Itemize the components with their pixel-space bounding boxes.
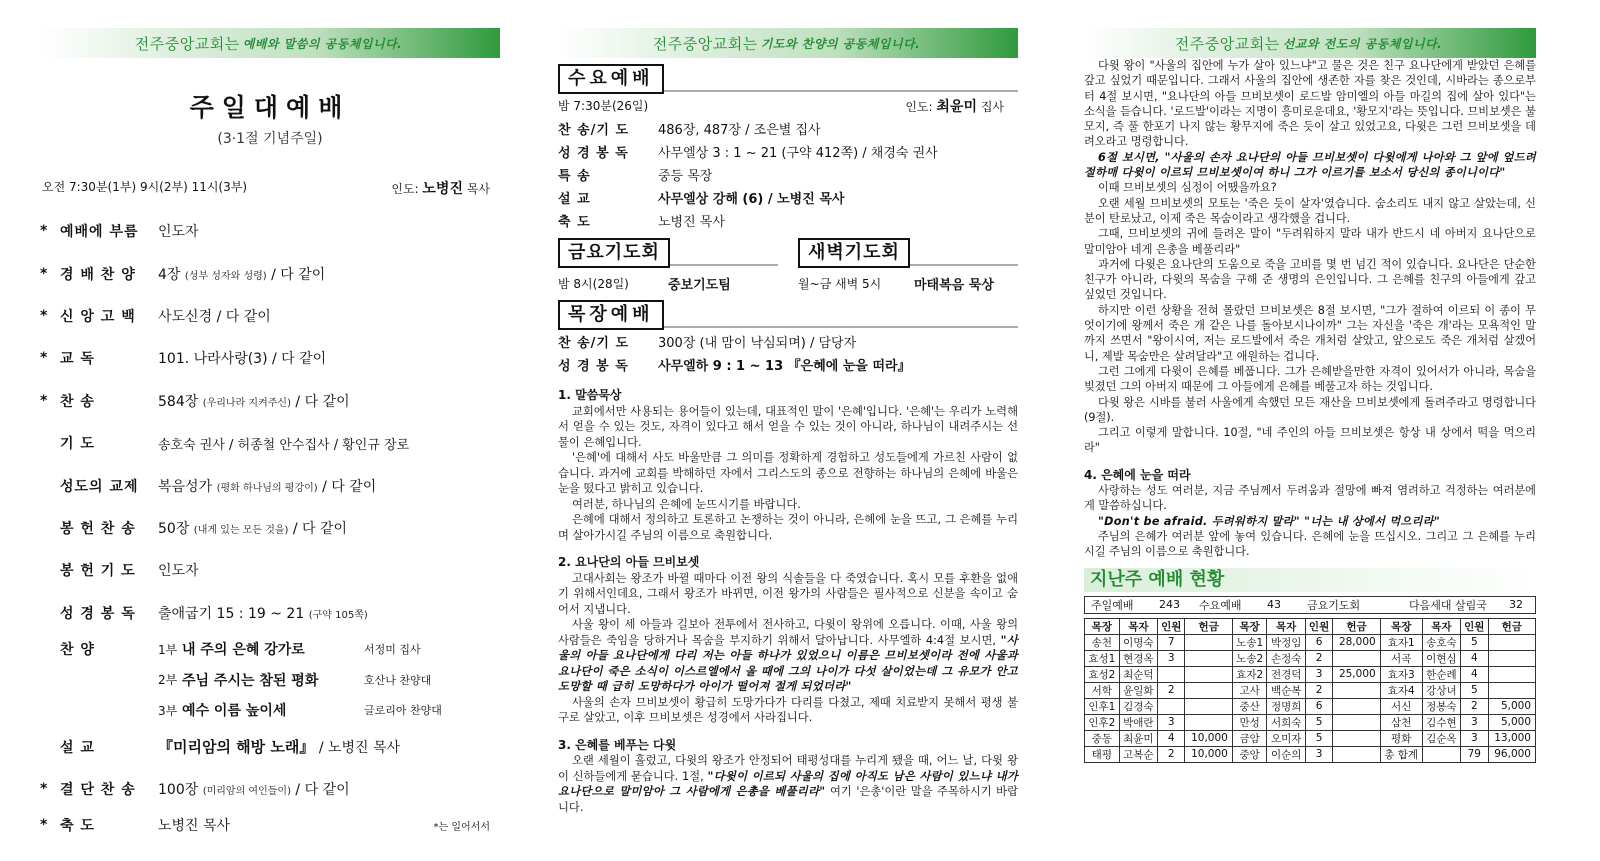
table-cell: 서신 xyxy=(1380,698,1422,714)
table-cell xyxy=(1488,666,1536,682)
praise-item: 3부 예수 이름 높이세 글로리아 찬양대 xyxy=(158,703,442,720)
wednesday-time: 밤 7:30분(26일) 인도: 최윤미 집사 xyxy=(558,98,1004,115)
order-item: * 신 앙 고 백 사도신경 / 다 같이 xyxy=(40,307,271,325)
order-item: * 교 독 101. 나라사랑(3) / 다 같이 xyxy=(40,350,327,368)
wednesday-service-header: 수요예배 xyxy=(558,64,1018,94)
friday-prayer-info: 밤 8시(28일) 중보기도팀 xyxy=(558,276,731,293)
order-item: * 경 배 찬 양 4장 (성부 성자와 성령) / 다 같이 xyxy=(40,265,326,283)
table-cell xyxy=(1185,714,1232,730)
meditation-text: 1. 말씀묵상 교회에서만 사용되는 용어들이 있는데, 대표적인 말이 '은혜'입니다. '은혜'는 우리가 노력해서 얻을 수 있는 것도, 자격이 있다고 해서 얻을 수 있는 것이 아니라, 하나님이 내려주시는 선물이 은혜입니다. '은혜'에 대해서 사도 바울만큼 그 의미를 정확하게 경험하고 성도들에게 가르친 사람이 없습니다. 과거에 교회를 박해하던 자에서 그리스도의 종으로 전향하는 하나님의 은혜에 바울은 눈을 떴다고 밝히고 있습니다. 여러분, 하나님의 은혜에 눈뜨시기를 바랍니다. 은혜에 대해서 정의하고 토론하고 논쟁하는 것이 아니라, 은혜에 눈을 뜨고, 그 은혜를 누리며 살아가시길 주님의 이름으로 축원합니다. 2. 요나단의 아들 므비보셋 고대사회는 왕조가 바뀔 때마다 이전 왕의 식솔들을 다 죽였습니다. 혹시 모를 후환을 없애기 위해서인데요, 그래서 왕조가 바뀌면, 이전 왕가의 사람들은 필사적으로 신분을 속이고 숨어서 지냅니다. 사울 왕이 세 아들과 길보아 전투에서 전사하고, 다윗이 왕위에 오릅니다. 이때, 사울 왕의 사람들은 죽임을 당하거나 목숨을 부지하기 위해서 달아납니다. 사무엘하 4:4절 보시면, "사울의 아들 요나단에게 다리 저는 아들 하나가 있었으니 이름은 므비보셋이라 전에 사울과 요나단이 죽은 소식이 이스르엘에서 올 때에 그의 나이가 다섯 살이었는데 그 유모가 안고 도망할 때 급히 도망하다가 아이가 떨어져 절게 되었더라" 사울의 손자 므비보셋이 황급히 도망가다가 다리를 다쳤고, 제때 치료받지 못해서 평생 불구로 살았고, 이후 므비보셋은 성경에서 사라집니다. 3. 은혜를 베푸는 다윗 오랜 세월이 흘렀고, 다윗의 왕조가 안정되어 태평성대를 누리게 됐을 때, 어느 날, 다윗 왕이 신하들에게 묻습니다. 1절, "다윗이 이르되 사울의 집에 아직도 남은 사람이 있느냐 내가 요나단으로 말미암아 그 사람에게 은총을 베풀리라" 여기 '은총'이란 말을 주목하시기 바랍니다. xyxy=(558,388,1019,814)
standing-note: *는 일어서서 xyxy=(433,821,490,833)
table-cell: 서희숙 xyxy=(1267,714,1305,730)
table-cell xyxy=(1185,634,1232,650)
table-cell: 한순례 xyxy=(1422,666,1460,682)
friday-prayer-header: 금요기도회 xyxy=(558,238,778,268)
banner-prayer: 전주중앙교회는 기도와 찬양의 공동체입니다. xyxy=(558,28,1018,58)
attendance-header: 지난주 예배 현황 xyxy=(1084,568,1536,592)
praise-item: 1부 내 주의 은혜 강가로 서정미 집사 xyxy=(158,642,421,659)
order-item-benediction: * 축 도 노병진 목사 *는 일어서서 xyxy=(40,810,500,840)
table-cell: 이명숙 xyxy=(1119,634,1157,650)
table-cell: 총 합계 xyxy=(1380,746,1422,762)
table-cell: 노송2 xyxy=(1232,650,1267,666)
table-cell: 5 xyxy=(1461,634,1488,650)
banner-worship: 전주중앙교회는 예배와 말씀의 공동체입니다. xyxy=(40,28,500,58)
table-cell: 4 xyxy=(1158,730,1185,746)
table-cell: 10,000 xyxy=(1185,730,1232,746)
table-row xyxy=(1085,698,1536,714)
order-of-service xyxy=(40,210,500,840)
table-row xyxy=(1085,682,1536,698)
cell-worship-row: 찬 송/기 도 300장 (내 맘이 낙심되며) / 담당자 xyxy=(558,336,857,351)
table-cell: 3 xyxy=(1305,746,1332,762)
table-cell: 최순덕 xyxy=(1119,666,1157,682)
table-cell: 중산 xyxy=(1232,698,1267,714)
table-cell: 6 xyxy=(1305,698,1332,714)
order-item: 성도의 교제 복음성가 (평화 하나님의 평강이) / 다 같이 xyxy=(60,478,377,495)
table-cell xyxy=(1333,746,1380,762)
table-cell: 효자3 xyxy=(1380,666,1422,682)
table-cell: 5 xyxy=(1461,682,1488,698)
table-cell: 6 xyxy=(1305,634,1332,650)
dawn-prayer-info: 월~금 새벽 5시 마태복음 묵상 xyxy=(798,276,994,293)
order-item-sermon: 설 교 『미리암의 해방 노래』 / 노병진 목사 xyxy=(60,738,401,757)
table-cell: 송천 xyxy=(1085,634,1120,650)
table-cell: 백순복 xyxy=(1267,682,1305,698)
table-cell: 만성 xyxy=(1232,714,1267,730)
table-cell: 정봉숙 xyxy=(1422,698,1460,714)
table-cell: 2 xyxy=(1305,650,1332,666)
table-cell: 효자1 xyxy=(1380,634,1422,650)
table-row xyxy=(1085,730,1536,746)
table-cell: 3 xyxy=(1461,714,1488,730)
table-cell: 5 xyxy=(1305,714,1332,730)
dawn-prayer-header: 새벽기도회 xyxy=(798,238,1018,268)
table-cell: 2 xyxy=(1305,682,1332,698)
page-subtitle: (3·1절 기념주일) xyxy=(217,131,323,147)
order-item: * 찬 송 584장 (우리나라 지켜주신) / 다 같이 xyxy=(40,392,350,410)
cell-group-table xyxy=(1084,618,1536,763)
table-cell: 박정임 xyxy=(1267,634,1305,650)
table-cell: 강상녀 xyxy=(1422,682,1460,698)
wednesday-row: 설 교 사무엘상 강해 (6) / 노병진 목사 xyxy=(558,192,845,207)
meditation-text-continued: 다윗 왕이 "사울의 집안에 누가 살아 있느냐"고 물은 것은 친구 요나단에게 받았던 은혜를 갚고 싶었기 때문입니다. 그래서 사울의 집안에 생존한 자를 찾은 것인데, 시바라는 종으로부터 4절 보시면, "요나단의 아들 므비보셋이 로드발 암미엘의 아들 마길의 집에 살아 있다"는 소식을 듣습니다. '로드발'이라는 지명이 흥미로운데요, '황모지'라는 뜻입니다. 므비보셋은 불모지, 즉 풀 한포기 나지 않는 황무지에 죽은 듯이 살고 있었고요, 다윗은 그런 므비보셋을 데려오라고 명령합니다. 6절 보시면, "사울의 손자 요나단의 아들 므비보셋이 다윗에게 나아와 그 앞에 엎드려 절하매 다윗이 이르되 므비보셋이여 하니 그가 이르기를 보소서 당신의 종이니이다" 이때 므비보셋의 심정이 어땠을까요? 오랜 세월 므비보셋의 모토는 '죽은 듯이 살자'였습니다. 숨소리도 내지 않고 살았는데, 신분이 탄로났고, 이제 죽은 목숨이라고 생각했을 겁니다. 그때, 므비보셋의 귀에 들려온 말이 "두려워하지 말라 내가 반드시 네 아버지 요나단으로 말미암아 네게 은총을 베풀리라" 과거에 다윗은 요나단의 도움으로 죽을 고비를 몇 번 넘긴 적이 있습니다. 요나단은 단순한 친구가 아니라, 다윗의 목숨을 구해 준 생명의 은인입니다. 그 은혜를 친구의 아들에게 갚고 싶었던 것입니다. 하지만 이런 상황을 전혀 몰랐던 므비보셋은 8절 보시면, "그가 절하여 이르되 이 종이 무엇이기에 왕께서 죽은 개 같은 나를 돌아보시나이까" 그는 자신을 '죽은 개'라는 모욕적인 말까지 쓰면서 "왕이시여, 저는 로드발에서 죽은 개처럼 살았고, 앞으로도 죽은 개처럼 살겠어니, 제발 목숨만은 살려달라"고 애원하는 겁니다. 그런 그에게 다윗이 은혜를 베풉니다. 그가 은혜받을만한 자격이 있어서가 아니라, 목숨을 빚졌던 그의 아버지 때문에 그 아들에게 은혜를 베풀고자 하는 것입니다. 다윗 왕은 시바를 불러 사울에게 속했던 모든 재산을 므비보셋에게 돌려주라고 명령합니다(9절). 그리고 이렇게 말합니다. 10절, "네 주인의 아들 므비보셋은 항상 내 상에서 떡을 먹으리라" 4. 은혜에 눈을 떠라 사랑하는 성도 여러분, 지금 주님께서 두려움과 절망에 빠져 염려하고 걱정하는 여러분에게 말씀하십니다. "Don't be afraid. 두려워하지 말라" "너는 내 상에서 먹으리라" 주님의 은혜가 여러분 앞에 놓여 있습니다. 은혜에 눈을 뜨십시오. 그리고 그 은혜를 누리시길 주님의 이름으로 축원합니다. xyxy=(1084,59,1536,559)
cell-worship-header: 목장예배 xyxy=(558,300,1018,330)
table-cell: 고복순 xyxy=(1119,746,1157,762)
table-cell: 이순의 xyxy=(1267,746,1305,762)
table-header-cell: 목장 xyxy=(1232,618,1267,634)
order-item: 기 도 송호숙 권사 / 허종철 안수집사 / 황인규 장로 xyxy=(60,436,410,453)
table-cell: 김순옥 xyxy=(1422,730,1460,746)
table-cell: 인후1 xyxy=(1085,698,1120,714)
table-header-cell: 헌금 xyxy=(1185,618,1232,634)
table-cell: 25,000 xyxy=(1333,666,1380,682)
table-header-cell: 인원 xyxy=(1158,618,1185,634)
service-leader: 인도: 노병진 목사 xyxy=(391,181,490,197)
table-header-row xyxy=(1085,618,1536,634)
table-cell xyxy=(1488,682,1536,698)
table-cell: 5 xyxy=(1305,730,1332,746)
table-cell: 4 xyxy=(1461,666,1488,682)
banner-mission: 전주중앙교회는 선교와 전도의 공동체입니다. xyxy=(1084,28,1536,58)
table-cell xyxy=(1185,682,1232,698)
table-header-cell: 목장 xyxy=(1085,618,1120,634)
wednesday-row: 성 경 봉 독 사무엘상 3 : 1 ~ 21 (구약 412쪽) / 채경숙 권사 xyxy=(558,146,938,161)
table-cell: 삼천 xyxy=(1380,714,1422,730)
sermon-continued-column xyxy=(1084,28,1536,763)
table-row xyxy=(1085,634,1536,650)
table-header-cell: 목장 xyxy=(1380,618,1422,634)
order-item-closing-hymn: * 결 단 찬 송 100장 (미리암의 여인들이) / 다 같이 xyxy=(40,781,350,799)
table-cell: 효자2 xyxy=(1232,666,1267,682)
table-cell: 2 xyxy=(1158,682,1185,698)
table-cell: 서곡 xyxy=(1380,650,1422,666)
table-cell: 평화 xyxy=(1380,730,1422,746)
attendance-summary: 주일예배 243 수요예배 43 금요기도회 다음세대 살림국 32 xyxy=(1084,596,1536,614)
page-title: 주일대예배 xyxy=(189,93,351,122)
table-cell: 서학 xyxy=(1085,682,1120,698)
table-cell: 96,000 xyxy=(1488,746,1536,762)
weekday-services-column xyxy=(558,28,1018,815)
order-item: 성 경 봉 독 출애굽기 15 : 19 ~ 21 (구약 105쪽) xyxy=(60,605,368,622)
wednesday-row: 축 도 노병진 목사 xyxy=(558,215,725,230)
order-item: * 예배에 부름 인도자 xyxy=(40,223,199,241)
table-cell xyxy=(1333,650,1380,666)
table-cell: 송호숙 xyxy=(1422,634,1460,650)
table-cell xyxy=(1185,650,1232,666)
table-cell: 최윤미 xyxy=(1119,730,1157,746)
table-cell: 인후2 xyxy=(1085,714,1120,730)
sunday-service-column xyxy=(40,28,500,840)
table-cell: 고사 xyxy=(1232,682,1267,698)
praise-item: 2부 주님 주시는 참된 평화 호산나 찬양대 xyxy=(158,672,432,689)
table-header-cell: 인원 xyxy=(1461,618,1488,634)
table-cell: 효성2 xyxy=(1085,666,1120,682)
table-cell: 전경덕 xyxy=(1267,666,1305,682)
table-cell xyxy=(1488,650,1536,666)
order-item: 봉 헌 기 도 인도자 xyxy=(60,563,199,580)
table-cell: 7 xyxy=(1158,634,1185,650)
wednesday-row: 찬 송/기 도 486장, 487장 / 조은별 집사 xyxy=(558,123,821,138)
table-header-cell: 헌금 xyxy=(1333,618,1380,634)
table-header-cell: 목자 xyxy=(1119,618,1157,634)
table-cell: 효성1 xyxy=(1085,650,1120,666)
table-cell: 이현심 xyxy=(1422,650,1460,666)
table-cell: 10,000 xyxy=(1185,746,1232,762)
table-cell: 효자4 xyxy=(1380,682,1422,698)
table-cell: 김수현 xyxy=(1422,714,1460,730)
table-header-cell: 헌금 xyxy=(1488,618,1536,634)
table-cell: 오미자 xyxy=(1267,730,1305,746)
table-cell: 5,000 xyxy=(1488,714,1536,730)
table-cell xyxy=(1158,666,1185,682)
table-cell: 3 xyxy=(1158,650,1185,666)
table-cell: 노송1 xyxy=(1232,634,1267,650)
table-header-cell: 인원 xyxy=(1305,618,1332,634)
table-header-cell: 목자 xyxy=(1422,618,1460,634)
table-cell: 태평 xyxy=(1085,746,1120,762)
table-cell: 3 xyxy=(1461,730,1488,746)
table-cell xyxy=(1333,730,1380,746)
table-row xyxy=(1085,666,1536,682)
table-cell: 13,000 xyxy=(1488,730,1536,746)
table-header-cell: 목자 xyxy=(1267,618,1305,634)
table-row xyxy=(1085,714,1536,730)
table-cell: 금암 xyxy=(1232,730,1267,746)
praise-block: 찬 양 1부 내 주의 은혜 강가로 서정미 집사 2부 주님 주시는 참된 평화 호산나 찬양대 3부 예수 이름 높이세 글로리아 찬양대 xyxy=(40,634,500,726)
table-cell: 3 xyxy=(1158,714,1185,730)
table-cell: 2 xyxy=(1158,746,1185,762)
table-row xyxy=(1085,650,1536,666)
table-cell xyxy=(1422,746,1460,762)
table-cell xyxy=(1333,698,1380,714)
service-times: 오전 7:30분(1부) 9시(2부) 11시(3부) 인도: 노병진 목사 xyxy=(42,180,490,197)
table-cell: 중동 xyxy=(1085,730,1120,746)
table-cell: 현경옥 xyxy=(1119,650,1157,666)
table-cell: 정명희 xyxy=(1267,698,1305,714)
cell-worship-row: 성 경 봉 독 사무엘하 9 : 1 ~ 13 『은혜에 눈을 떠라』 xyxy=(558,359,911,374)
table-cell: 김경숙 xyxy=(1119,698,1157,714)
table-cell: 5,000 xyxy=(1488,698,1536,714)
table-cell: 손정숙 xyxy=(1267,650,1305,666)
order-item: 봉 헌 찬 송 50장 (내게 있는 모든 것을) / 다 같이 xyxy=(60,520,348,537)
table-cell xyxy=(1185,666,1232,682)
wednesday-row: 특 송 중등 목장 xyxy=(558,169,713,184)
table-row xyxy=(1085,746,1536,762)
table-cell xyxy=(1333,682,1380,698)
table-cell: 4 xyxy=(1461,650,1488,666)
table-cell: 28,000 xyxy=(1333,634,1380,650)
table-cell xyxy=(1333,714,1380,730)
table-cell: 79 xyxy=(1461,746,1488,762)
table-cell: 중앙 xyxy=(1232,746,1267,762)
table-cell xyxy=(1488,634,1536,650)
table-cell: 박애란 xyxy=(1119,714,1157,730)
table-cell: 2 xyxy=(1461,698,1488,714)
table-cell: 3 xyxy=(1305,666,1332,682)
prayer-meetings xyxy=(558,232,1018,298)
table-cell xyxy=(1185,698,1232,714)
table-cell: 윤일화 xyxy=(1119,682,1157,698)
table-cell xyxy=(1158,698,1185,714)
